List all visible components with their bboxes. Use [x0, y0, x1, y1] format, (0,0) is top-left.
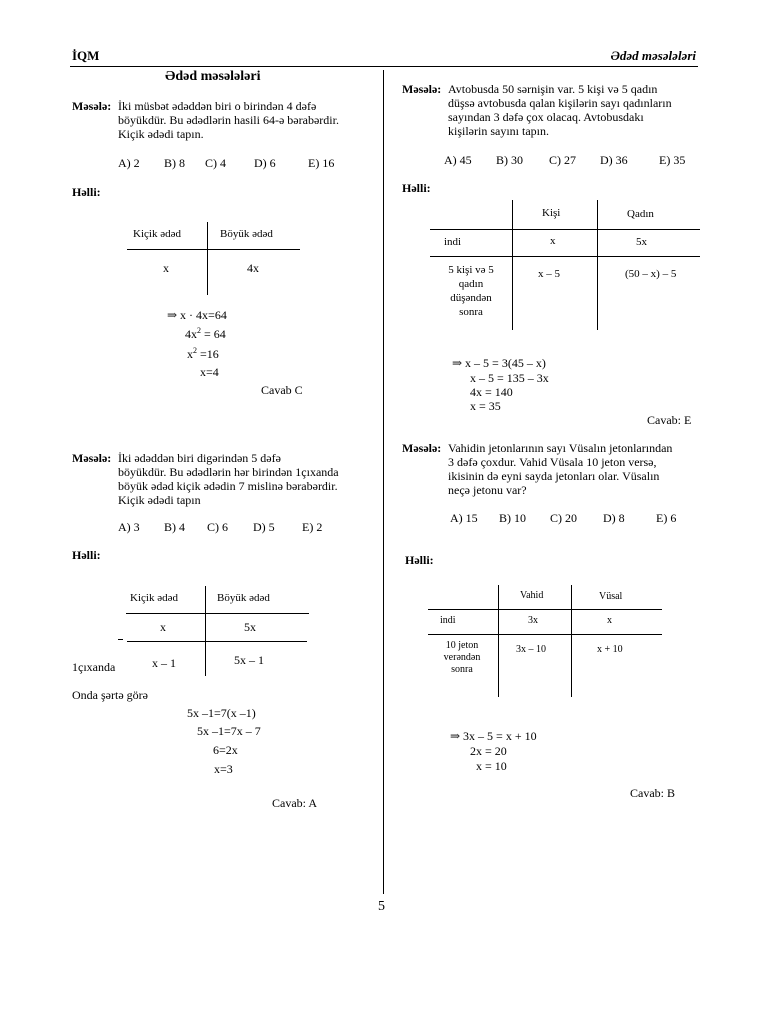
column-divider	[383, 70, 384, 894]
header-right: Ədəd məsələləri	[610, 48, 696, 63]
table-header: Kiçik ədəd	[130, 592, 178, 604]
table-rule	[597, 200, 598, 330]
solution-label: Həlli:	[72, 548, 101, 562]
option: B) 10	[499, 511, 526, 525]
answer: Cavab: A	[272, 796, 317, 810]
row-label: 5 kişi və 5 qadın düşəndən sonra	[448, 264, 494, 318]
table-cell: 5x	[244, 620, 256, 634]
solution-step: x=4	[200, 365, 219, 379]
option: A) 2	[118, 156, 140, 170]
table-rule	[428, 609, 662, 610]
option: E) 35	[659, 153, 686, 167]
problem-text-line: böyük ədəd kiçik ədədin 7 mislinə bərabərdir.	[118, 479, 338, 493]
solution-label: Həlli:	[405, 553, 434, 567]
table-header: Kiçik ədəd	[133, 228, 181, 240]
solution-step: 5x –1=7x – 7	[197, 724, 261, 738]
answer: Cavab: B	[630, 786, 675, 800]
table-cell: x	[160, 620, 166, 634]
solution-step: 2x = 20	[470, 744, 507, 758]
table-rule	[571, 585, 572, 697]
solution-label: Həlli:	[402, 181, 431, 195]
problem-text-line: neçə jetonu var?	[448, 483, 527, 497]
page-title: Ədəd məsələləri	[165, 69, 261, 84]
problem-text-line: Vahidin jetonlarının sayı Vüsalın jetonlarından	[448, 441, 673, 455]
solution-step: x = 35	[470, 399, 501, 413]
table-rule	[430, 229, 700, 230]
table-cell: 3x – 10	[516, 644, 546, 655]
table-cell: x – 1	[152, 656, 176, 670]
table-rule	[118, 639, 123, 640]
problem-label: Məsələ:	[72, 99, 112, 113]
table-rule	[127, 641, 307, 642]
option: D) 6	[254, 156, 276, 170]
table-header: Böyük ədəd	[217, 592, 270, 604]
solution-step: 6=2x	[213, 743, 238, 757]
table-cell: x	[550, 235, 556, 247]
option: B) 4	[164, 520, 185, 534]
problem-text-line: böyükdür. Bu ədədlərin hasili 64-ə bərabərdir.	[118, 113, 339, 127]
option: A) 45	[444, 153, 472, 167]
problem-text-line: 3 dəfə çoxdur. Vahid Vüsala 10 jeton versə,	[448, 455, 657, 469]
table-cell: (50 – x) – 5	[625, 268, 677, 280]
solution-step: x=3	[214, 762, 233, 776]
solution-step: $4x^2 = 64$	[185, 326, 226, 341]
option: E) 16	[308, 156, 335, 170]
option: C) 20	[550, 511, 577, 525]
solution-step: 4x = 140	[470, 385, 513, 399]
solution-step: ⇒ 3x – 5 = x + 10	[450, 729, 537, 743]
option: D) 36	[600, 153, 628, 167]
table-cell: 4x	[247, 261, 259, 275]
table-cell: x	[607, 615, 612, 626]
table-header: Vüsal	[599, 591, 623, 602]
table-rule	[127, 249, 300, 250]
option: B) 30	[496, 153, 523, 167]
table-header: Böyük ədəd	[220, 228, 273, 240]
problem-text-line: ikisinin də eyni sayda jetonları olar. Vüsalın	[448, 469, 660, 483]
table-header: Kişi	[542, 207, 561, 219]
table-rule	[498, 585, 499, 697]
table-cell: 5x – 1	[234, 653, 264, 667]
solution-step: x = 10	[476, 759, 507, 773]
header-left: İQM	[72, 48, 100, 63]
table-cell: 3x	[528, 615, 538, 626]
table-rule	[207, 222, 208, 295]
table-rule	[512, 200, 513, 330]
option: C) 4	[205, 156, 226, 170]
option: D) 5	[253, 520, 275, 534]
table-header: Qadın	[627, 208, 654, 220]
table-rule	[428, 634, 662, 635]
problem-text-line: böyükdür. Bu ədədlərin hər birindən 1çıxanda	[118, 465, 339, 479]
answer: Cavab: E	[647, 413, 692, 427]
table-header: Vahid	[520, 590, 544, 601]
problem-text-line: İki ədəddən biri digərindən 5 dəfə	[118, 451, 281, 465]
problem-text-line: kişilərin sayını tapın.	[448, 124, 549, 138]
solution-step: 5x –1=7(x –1)	[187, 706, 256, 720]
option: E) 6	[656, 511, 677, 525]
option: B) 8	[164, 156, 185, 170]
problem-label: Məsələ:	[72, 451, 112, 465]
problem-text-line: sayından 3 dəfə çox olacaq. Avtobusdakı	[448, 110, 644, 124]
problem-label: Məsələ:	[402, 82, 442, 96]
header-rule	[70, 66, 698, 67]
problem-text-line: Kiçik ədədi tapın.	[118, 127, 204, 141]
table-rule	[205, 586, 206, 676]
option: D) 8	[603, 511, 625, 525]
solution-step: ⇒ x · 4x=64	[167, 308, 227, 322]
row-label: 1çıxanda	[72, 660, 116, 674]
solution-step: x – 5 = 135 – 3x	[470, 371, 549, 385]
option: E) 2	[302, 520, 323, 534]
page-number: 5	[378, 899, 385, 914]
solution-intro: Onda şərtə görə	[72, 688, 148, 702]
table-cell: 5x	[636, 236, 647, 248]
answer: Cavab C	[261, 383, 303, 397]
table-cell: x	[163, 261, 169, 275]
problem-text-line: İki müsbət ədəddən biri o birindən 4 dəfə	[118, 99, 317, 113]
problem-text-line: Avtobusda 50 sərnişin var. 5 kişi və 5 qadın	[448, 82, 658, 96]
row-label: indi	[440, 615, 456, 626]
option: A) 15	[450, 511, 478, 525]
table-cell: x + 10	[597, 644, 623, 655]
option: C) 6	[207, 520, 228, 534]
row-label: indi	[444, 236, 462, 248]
problem-text-line: Kiçik ədədi tapın	[118, 493, 201, 507]
solution-step: ⇒ x – 5 = 3(45 – x)	[452, 356, 546, 370]
row-label: 10 jeton verəndən sonra	[443, 640, 481, 675]
problem-text-line: düşsə avtobusda qalan kişilərin sayı qadınların	[448, 96, 672, 110]
solution-step: $x^2 =16$	[187, 346, 219, 361]
problem-label: Məsələ:	[402, 441, 442, 455]
option: C) 27	[549, 153, 576, 167]
table-rule	[126, 613, 309, 614]
option: A) 3	[118, 520, 140, 534]
table-cell: x – 5	[538, 268, 560, 280]
solution-label: Həlli:	[72, 185, 101, 199]
table-rule	[430, 256, 700, 257]
